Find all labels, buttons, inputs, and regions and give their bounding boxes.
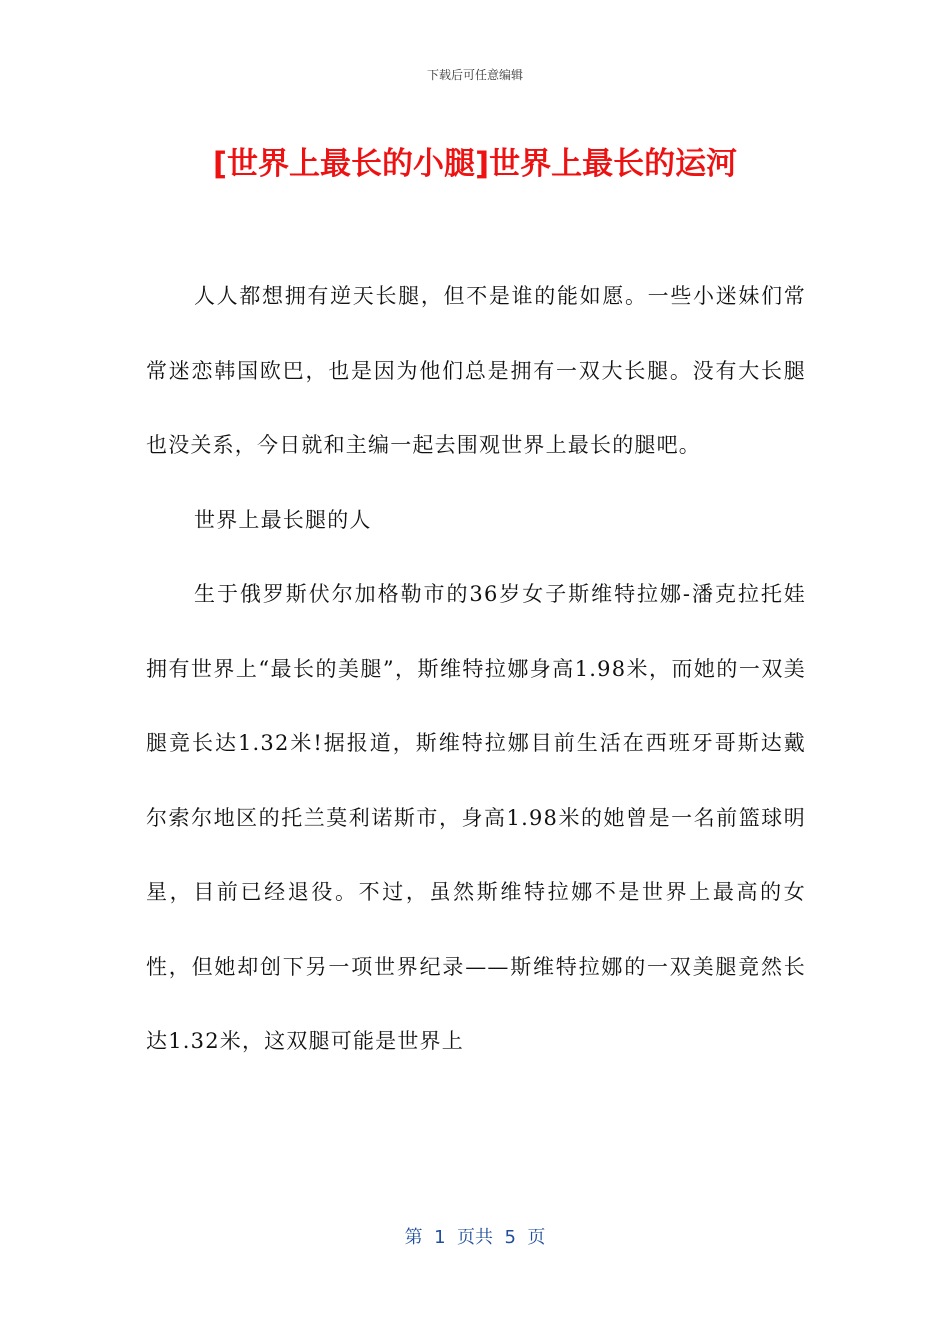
page-number: 第 1 页共 5 页 (404, 1227, 546, 1248)
document-body (146, 259, 806, 1079)
paragraph-main: 生于俄罗斯伏尔加格勒市的36岁女子斯维特拉娜-潘克拉托娃拥有世界上“最长的美腿”，斯维特拉娜身高1.98米，而她的一双美腿竟长达1.32米!据报道，斯维特拉娜目前生活在西班牙哥斯达戴尔索尔地区的托兰莫利诺斯市，身高1.98米的她曾是一名前篮球明星，目前已经退役。不过，虽然斯维特拉娜不是世界上最高的女性，但她却创下另一项世界纪录——斯维特拉娜的一双美腿竟然长达1.32米，这双腿可能是世界上 (146, 582, 806, 1053)
document-title: [世界上最长的小腿]世界上最长的运河 (212, 146, 738, 182)
paragraph-intro: 人人都想拥有逆天长腿，但不是谁的能如愿。一些小迷妹们常常迷恋韩国欧巴，也是因为他们总是拥有一双大长腿。没有大长腿也没关系，今日就和主编一起去围观世界上最长的腿吧。 (146, 284, 806, 457)
paragraph-subheading: 世界上最长腿的人 (194, 507, 372, 532)
header-note: 下载后可任意编辑 (426, 68, 523, 82)
